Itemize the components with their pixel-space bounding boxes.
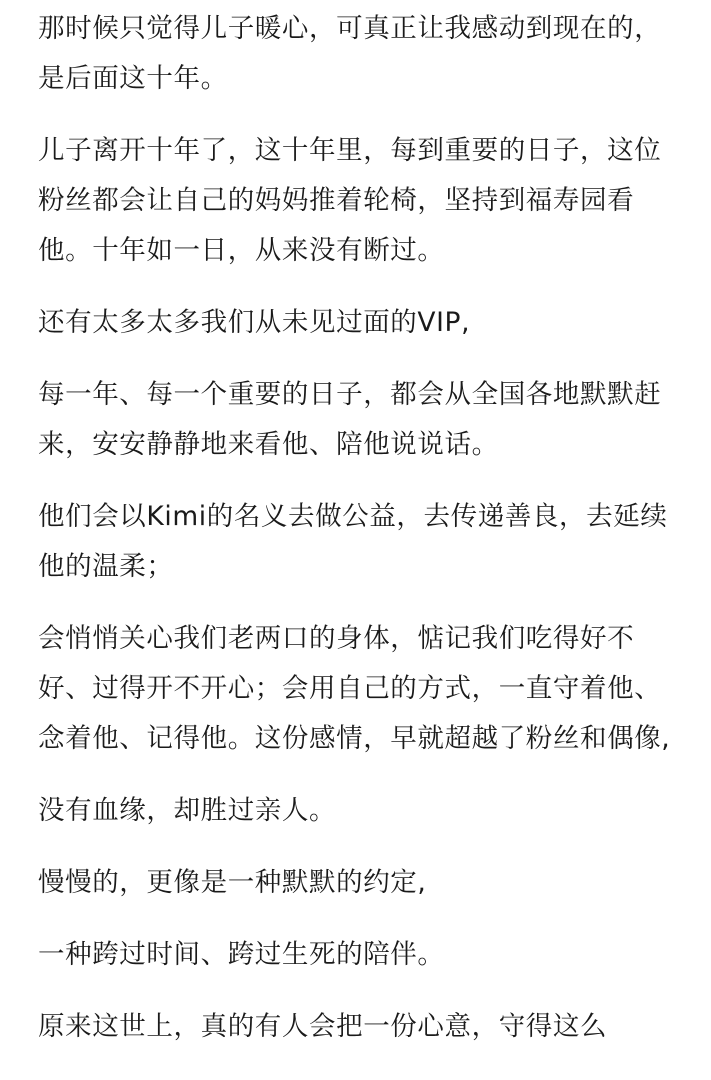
paragraph-9: 一种跨过时间、跨过生死的陪伴。 [38,939,445,970]
paragraph-2: 儿子离开十年了，这十年里，每到重要的日子，这位粉丝都会让自己的妈妈推着轮椅，坚持到福寿园看他。十年如一日，从来没有断过。 [38,135,662,266]
paragraph-10: 原来这世上，真的有人会把一份心意，守得这么 [38,1011,608,1042]
paragraph-1: 那时候只觉得儿子暖心，可真正让我感动到现在的，是后面这十年。 [38,13,662,94]
paragraph-3: 还有太多太多我们从未见过面的VIP, [38,307,471,338]
paragraph-8: 慢慢的，更像是一种默默的约定, [38,867,427,898]
article-body [38,4,688,1074]
paragraph-5: 他们会以Kimi的名义去做公益，去传递善良，去延续他的温柔； [38,501,668,582]
paragraph-7: 没有血缘，却胜过亲人。 [38,795,337,826]
paragraph-6: 会悄悄关心我们老两口的身体，惦记我们吃得好不好、过得开不开心；会用自己的方式，一直守着他、念着他、记得他。这份感情，早就超越了粉丝和偶像, [38,623,671,754]
paragraph-4: 每一年、每一个重要的日子，都会从全国各地默默赶来，安安静静地来看他、陪他说说话。 [38,379,662,460]
